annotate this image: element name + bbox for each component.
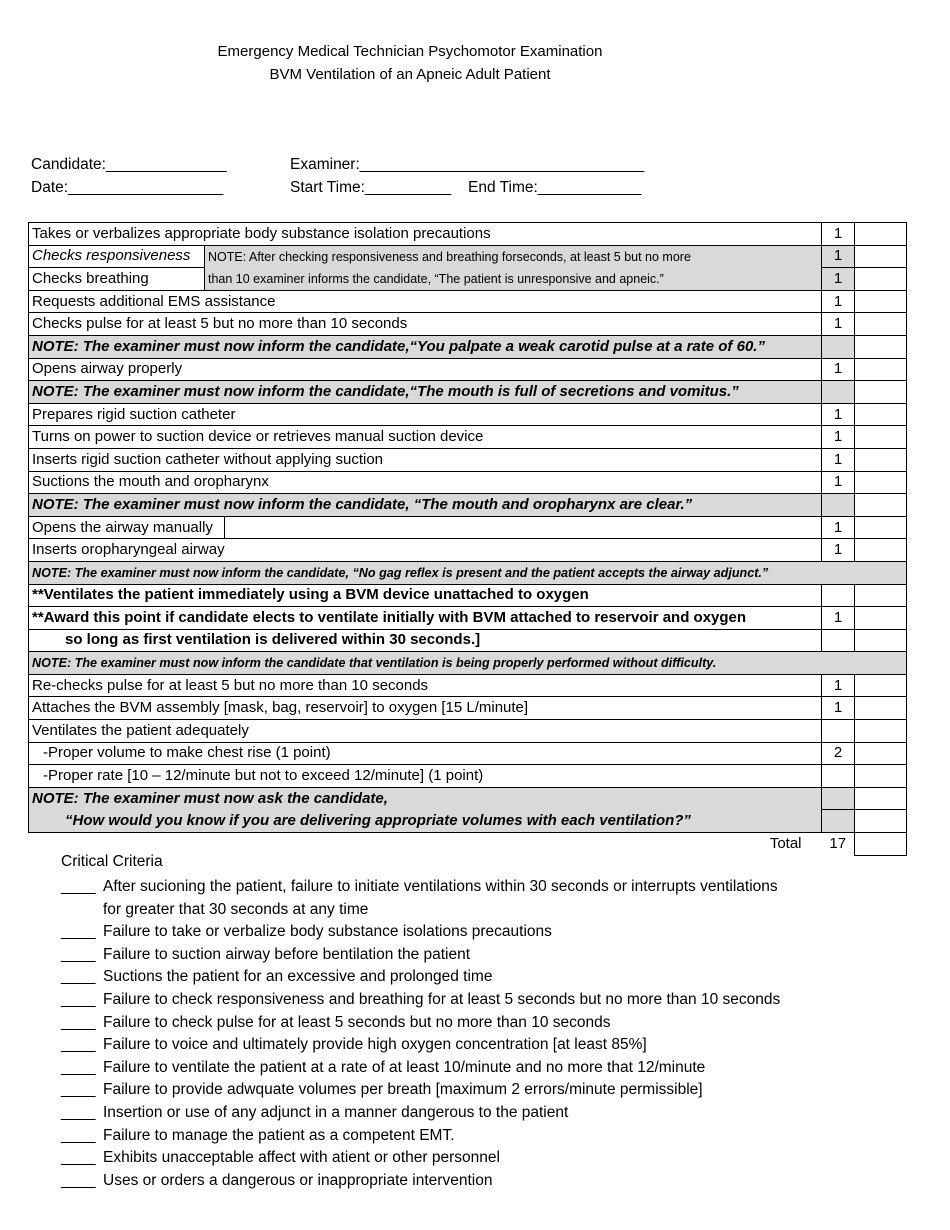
criteria-text: Failure to check responsiveness and breathing for at least 5 seconds but no more than 10 seconds bbox=[103, 990, 781, 1008]
table-row bbox=[29, 720, 907, 743]
points-possible: 1 bbox=[822, 426, 855, 449]
note-row bbox=[29, 381, 907, 404]
list-item bbox=[61, 1079, 813, 1102]
step-label: Checks pulse for at least 5 but no more than 10 seconds bbox=[29, 313, 822, 336]
total-awarded-cell[interactable] bbox=[855, 833, 907, 856]
list-item bbox=[61, 1125, 813, 1148]
table-row bbox=[29, 403, 907, 426]
start-time-field[interactable]: Start Time:__________ bbox=[290, 179, 452, 196]
criteria-text: Failure to check pulse for at least 5 seconds but no more than 10 seconds bbox=[103, 1013, 611, 1031]
table-row bbox=[29, 448, 907, 471]
empty-cell bbox=[225, 516, 822, 539]
step-label: Inserts oropharyngeal airway bbox=[29, 539, 822, 562]
critical-criteria-title: Critical Criteria bbox=[61, 853, 163, 870]
points-awarded-cell[interactable] bbox=[855, 403, 907, 426]
date-field[interactable]: Date:__________________ bbox=[31, 179, 224, 196]
critical-criteria-list bbox=[61, 876, 813, 1192]
points-awarded-cell[interactable] bbox=[855, 268, 907, 291]
step-label: so long as first ventilation is delivered within 30 seconds.] bbox=[29, 629, 822, 652]
points-awarded-cell bbox=[855, 629, 907, 652]
criteria-text: Uses or orders a dangerous or inappropriate intervention bbox=[103, 1171, 493, 1189]
examiner-note: NOTE: The examiner must now inform the candidate,“You palpate a weak carotid pulse at a rate of 60.” bbox=[29, 335, 822, 358]
list-item bbox=[61, 1012, 813, 1035]
step-label: Takes or verbalizes appropriate body substance isolation precautions bbox=[29, 223, 822, 246]
points-awarded-cell[interactable] bbox=[855, 290, 907, 313]
end-time-field[interactable]: End Time:____________ bbox=[468, 179, 642, 196]
table-row bbox=[29, 516, 907, 539]
points-awarded-cell[interactable] bbox=[855, 313, 907, 336]
examiner-note: NOTE: The examiner must now inform the candidate that ventilation is being properly performed without difficulty. bbox=[29, 652, 907, 675]
criteria-text: Failure to voice and ultimately provide high oxygen concentration [at least 85%] bbox=[103, 1036, 647, 1054]
step-label: Inserts rigid suction catheter without applying suction bbox=[29, 448, 822, 471]
points-possible: 1 bbox=[822, 516, 855, 539]
points-awarded-cell[interactable] bbox=[855, 471, 907, 494]
criteria-text: After sucioning the patient, failure to initiate ventilations within 30 seconds or interrupts ventilations bbox=[103, 878, 778, 895]
table-row bbox=[29, 584, 907, 607]
points-possible: 1 bbox=[822, 223, 855, 246]
points-possible bbox=[822, 765, 855, 788]
points-possible bbox=[822, 787, 855, 810]
points-possible: 1 bbox=[822, 358, 855, 381]
criteria-text: Suctions the patient for an excessive and prolonged time bbox=[103, 968, 493, 986]
points-awarded-cell bbox=[855, 584, 907, 607]
table-row bbox=[29, 629, 907, 652]
step-label: Turns on power to suction device or retrieves manual suction device bbox=[29, 426, 822, 449]
table-row bbox=[29, 765, 907, 788]
points-possible: 1 bbox=[822, 268, 855, 291]
list-item bbox=[61, 989, 813, 1012]
list-item bbox=[61, 899, 813, 922]
points-possible: 1 bbox=[822, 313, 855, 336]
table-row bbox=[29, 245, 907, 268]
criteria-text: for greater that 30 seconds at any time bbox=[103, 900, 369, 918]
points-possible: 2 bbox=[822, 742, 855, 765]
table-row bbox=[29, 426, 907, 449]
criteria-text: Insertion or use of any adjunct in a manner dangerous to the patient bbox=[103, 1103, 569, 1121]
points-awarded-cell bbox=[855, 765, 907, 788]
step-label: **Ventilates the patient immediately using a BVM device unattached to oxygen bbox=[29, 584, 822, 607]
list-item bbox=[61, 921, 813, 944]
criteria-check-blank[interactable]: ____ bbox=[61, 1126, 96, 1144]
step-label: -Proper volume to make chest rise (1 point) bbox=[29, 742, 822, 765]
table-row bbox=[29, 697, 907, 720]
step-label: Re-checks pulse for at least 5 but no more than 10 seconds bbox=[29, 674, 822, 697]
points-possible: 1 bbox=[822, 471, 855, 494]
note-row bbox=[29, 335, 907, 358]
criteria-check-blank[interactable]: ____ bbox=[61, 990, 96, 1008]
note-row bbox=[29, 652, 907, 675]
table-row bbox=[29, 607, 907, 630]
points-awarded-cell[interactable] bbox=[855, 516, 907, 539]
points-awarded-cell[interactable] bbox=[855, 742, 907, 765]
points-possible bbox=[822, 584, 855, 607]
points-possible bbox=[822, 335, 855, 358]
table-row bbox=[29, 358, 907, 381]
examiner-note: NOTE: The examiner must now inform the candidate, “The mouth and oropharynx are clear.” bbox=[29, 494, 822, 517]
list-item bbox=[61, 1147, 813, 1170]
list-item bbox=[61, 876, 813, 899]
points-awarded-cell[interactable] bbox=[855, 539, 907, 562]
list-item bbox=[61, 1102, 813, 1125]
points-awarded-cell[interactable] bbox=[855, 245, 907, 268]
exam-title: Emergency Medical Technician Psychomotor Examination bbox=[217, 43, 603, 60]
criteria-check-blank[interactable]: ____ bbox=[61, 1036, 96, 1054]
total-points: 17 bbox=[829, 835, 847, 853]
points-possible: 1 bbox=[822, 607, 855, 630]
step-label: Suctions the mouth and oropharynx bbox=[29, 471, 822, 494]
step-label: -Proper rate [10 – 12/minute but not to exceed 12/minute] (1 point) bbox=[29, 765, 822, 788]
points-awarded-cell bbox=[855, 335, 907, 358]
points-awarded-cell bbox=[855, 720, 907, 743]
list-item bbox=[61, 944, 813, 967]
criteria-check-blank[interactable]: ____ bbox=[61, 1058, 96, 1076]
step-label: **Award this point if candidate elects to ventilate initially with BVM attached to reservoir and oxygen bbox=[29, 607, 822, 630]
criteria-check-blank[interactable]: ____ bbox=[61, 1103, 96, 1121]
exam-subtitle: BVM Ventilation of an Apneic Adult Patient bbox=[269, 66, 551, 83]
step-label: Ventilates the patient adequately bbox=[29, 720, 822, 743]
list-item bbox=[61, 1034, 813, 1057]
points-awarded-cell[interactable] bbox=[855, 697, 907, 720]
points-possible: 1 bbox=[822, 245, 855, 268]
note-row bbox=[29, 494, 907, 517]
points-awarded-cell[interactable] bbox=[855, 448, 907, 471]
table-row bbox=[29, 471, 907, 494]
points-awarded-cell[interactable] bbox=[855, 674, 907, 697]
note-text: NOTE: After checking responsiveness and breathing forseconds, at least 5 but no more bbox=[205, 245, 822, 268]
step-label: Attaches the BVM assembly [mask, bag, reservoir] to oxygen [15 L/minute] bbox=[29, 697, 822, 720]
points-possible: 1 bbox=[822, 674, 855, 697]
examiner-note: “How would you know if you are delivering appropriate volumes with each ventilation?” bbox=[29, 810, 822, 833]
table-row bbox=[29, 268, 907, 291]
examiner-note: NOTE: The examiner must now ask the candidate, bbox=[29, 787, 822, 810]
note-row bbox=[29, 787, 907, 810]
table-row bbox=[29, 674, 907, 697]
points-possible: 1 bbox=[822, 403, 855, 426]
points-possible bbox=[822, 381, 855, 404]
points-possible: 1 bbox=[822, 290, 855, 313]
criteria-check-blank[interactable]: ____ bbox=[61, 1171, 96, 1189]
points-possible: 1 bbox=[822, 697, 855, 720]
points-awarded-cell bbox=[855, 787, 907, 810]
criteria-check-blank[interactable]: ____ bbox=[61, 968, 96, 986]
examiner-note: NOTE: The examiner must now inform the candidate, “No gag reflex is present and the patient accepts the airway adjunct.” bbox=[29, 561, 907, 584]
criteria-check-blank[interactable]: ____ bbox=[61, 1149, 96, 1167]
points-possible bbox=[822, 629, 855, 652]
points-awarded-cell[interactable] bbox=[855, 426, 907, 449]
table-row bbox=[29, 313, 907, 336]
table-row bbox=[29, 223, 907, 246]
step-label: Opens airway properly bbox=[29, 358, 822, 381]
criteria-check-blank[interactable]: ____ bbox=[61, 1013, 96, 1031]
points-awarded-cell[interactable] bbox=[855, 223, 907, 246]
criteria-check-blank[interactable]: ____ bbox=[61, 923, 96, 941]
points-possible: 1 bbox=[822, 448, 855, 471]
list-item bbox=[61, 1170, 813, 1193]
criteria-text: Failure to suction airway before bentilation the patient bbox=[103, 945, 471, 963]
points-possible: 1 bbox=[822, 539, 855, 562]
scoring-table bbox=[28, 222, 907, 856]
points-awarded-cell[interactable] bbox=[855, 358, 907, 381]
step-label: Opens the airway manually bbox=[29, 516, 225, 539]
note-text: than 10 examiner informs the candidate, “The patient is unresponsive and apneic.” bbox=[205, 268, 822, 291]
criteria-text: Failure to take or verbalize body substance isolations precautions bbox=[103, 923, 552, 941]
step-label: Prepares rigid suction catheter bbox=[29, 403, 822, 426]
table-row bbox=[29, 539, 907, 562]
points-awarded-cell bbox=[855, 381, 907, 404]
examiner-field[interactable]: Examiner:_________________________________ bbox=[290, 156, 645, 173]
table-row bbox=[29, 290, 907, 313]
criteria-text: Failure to manage the patient as a competent EMT. bbox=[103, 1126, 455, 1144]
criteria-check-blank[interactable]: ____ bbox=[61, 1081, 96, 1099]
step-label: Checks responsiveness bbox=[29, 245, 205, 268]
note-row bbox=[29, 561, 907, 584]
step-label: Checks breathing bbox=[29, 268, 205, 291]
table-row bbox=[29, 742, 907, 765]
criteria-text: Failure to provide adwquate volumes per breath [maximum 2 errors/minute permissible] bbox=[103, 1081, 703, 1099]
list-item bbox=[61, 966, 813, 989]
examiner-note: NOTE: The examiner must now inform the candidate,“The mouth is full of secretions and vomitus.” bbox=[29, 381, 822, 404]
points-possible bbox=[822, 720, 855, 743]
note-row bbox=[29, 810, 907, 833]
criteria-text: Failure to ventilate the patient at a rate of at least 10/minute and no more that 12/minute bbox=[103, 1058, 706, 1076]
total-row bbox=[29, 833, 907, 856]
step-label: Requests additional EMS assistance bbox=[29, 290, 822, 313]
points-possible bbox=[822, 810, 855, 833]
points-awarded-cell[interactable] bbox=[855, 607, 907, 630]
total-label: Total bbox=[769, 835, 802, 853]
criteria-text: Exhibits unacceptable affect with atient or other personnel bbox=[103, 1149, 500, 1167]
candidate-field[interactable]: Candidate:______________ bbox=[31, 156, 227, 173]
points-possible bbox=[822, 494, 855, 517]
criteria-check-blank[interactable]: ____ bbox=[61, 878, 96, 895]
points-awarded-cell bbox=[855, 494, 907, 517]
criteria-check-blank[interactable]: ____ bbox=[61, 945, 96, 963]
list-item bbox=[61, 1057, 813, 1080]
points-awarded-cell bbox=[855, 810, 907, 833]
